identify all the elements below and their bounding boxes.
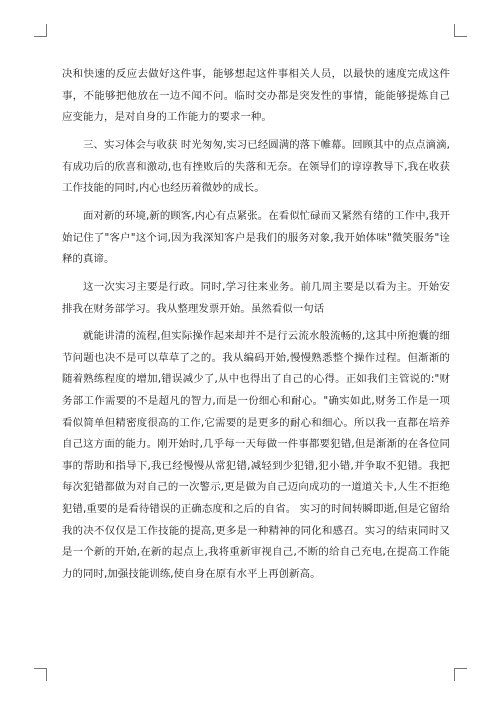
- crop-mark-top-right: [454, 24, 467, 37]
- crop-mark-top-left: [34, 24, 47, 37]
- paragraph-finance-work: 就能讲清的流程,但实际操作起来却并不是行云流水般流畅的,这其中所抱囊的细节问题也决不是可以草草了之的。我从编码开始,慢慢熟悉整个操作过程。但渐渐的随着熟练程度的增加,错误减少了,从中也得出了自己的心得。正如我们主管说的:"财务部工作需要的不是超凡的智力,而是一份细心和耐心。"确实如此,财务工作是一项看似简单但精密度很高的工作,它需要的是更多的耐心和细心。所以我一直都在培养自己这方面的能力。刚开始时,几乎每一天每做一件事都要犯错,但是渐渐的在各位同事的帮助和指导下,我已经慢慢从常犯错,减轻到少犯错,犯小错,并争取不犯错。我把每次犯错都做为对自己的一次警示,更是做为自己迈向成功的一道道关卡,人生不拒绝犯错,重要的是看待错误的正确态度和之后的自省。 实习的时间转瞬即逝,但是它留给我的决不仅仅是工作技能的提高,更多是一种精神的同化和感召。实习的结束同时又是一个新的开始,在新的起点上,我将重新审视自己,不断的给自己充电,在提高工作能力的同时,加强技能训练,使自身在原有水平上再创新高。: [62, 330, 450, 580]
- document-body: [62, 64, 450, 592]
- paragraph-new-environment: 面对新的环境,新的顾客,内心有点紧张。在看似忙碌而又紧然有绪的工作中,我开始记住了"客户"这个词,因为我深知客户是我们的服务对象,我开始体味"微笑服务"诠释的真谛。: [62, 209, 450, 266]
- crop-mark-bottom-right: [454, 668, 467, 681]
- paragraph-internship-focus: 这一次实习主要是行政。同时,学习往来业务。前几周主要是以看为主。开始安排我在财务部学习。我从整理发票开始。虽然看似一句话: [62, 280, 450, 315]
- paragraph-continuation: 决和快速的反应去做好这件事，能够想起这件事相关人员，以最快的速度完成这件事，不能够把他放在一边不闻不问。临时交办都是突发性的事情，能能够提炼自己应变能力，是对自身的工作能力的要求一种。: [62, 68, 450, 124]
- paragraph-section-three: 三、实习体会与收获 时光匆匆,实习已经圆满的落下帷幕。回顾其中的点点滴滴,有成功后的欣喜和激动,也有挫败后的失落和无奈。在领导们的谆谆教导下,我在收获工作技能的同时,内心也经历着微妙的成长。: [62, 138, 450, 195]
- crop-mark-bottom-left: [34, 668, 47, 681]
